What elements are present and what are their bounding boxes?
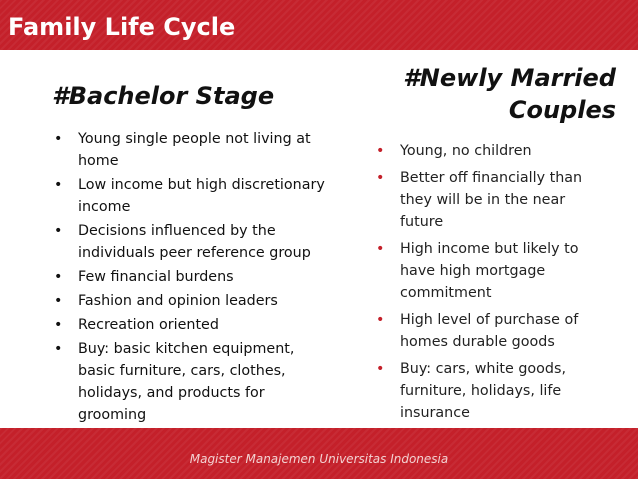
list-item: • Young single people not living at home [78,128,328,172]
list-item: • Low income but high discretionary income [78,174,328,218]
title-bar [0,0,638,50]
bullet-icon: • [54,341,63,357]
bullet-icon: • [376,312,385,328]
list-item: • High level of purchase of homes durable goods [400,309,610,353]
list-item: • Young, no children [400,140,610,162]
list-item: • Better off financially than they will be in the near future [400,167,610,233]
footer-text: Magister Manajemen Universitas Indonesia [189,452,449,466]
list-item: • Recreation oriented [78,314,328,336]
bullet-icon: • [376,143,385,159]
bullet-icon: • [54,293,63,309]
bachelor-stage-heading: #Bachelor Stage [52,82,275,110]
bullet-icon: • [54,317,63,333]
footer-bar [0,428,638,479]
bullet-icon: • [54,177,63,193]
newly-married-couples-heading: #Newly Married Couples [403,64,616,124]
bullet-icon: • [376,361,385,377]
bullet-icon: • [54,269,63,285]
list-item: • Decisions influenced by the individuals peer reference group [78,220,328,264]
newly-married-couples-list [376,140,610,429]
list-item: • High income but likely to have high mortgage commitment [400,238,610,304]
list-item: • Few financial burdens [78,266,328,288]
list-item: • Buy: cars, white goods, furniture, holidays, life insurance [400,358,610,424]
list-item: • Fashion and opinion leaders [78,290,328,312]
bullet-icon: • [376,241,385,257]
bachelor-stage-list [54,128,328,428]
bullet-icon: • [54,223,63,239]
slide-title: Family Life Cycle [8,13,236,41]
list-item: • Buy: basic kitchen equipment, basic furniture, cars, clothes, holidays, and products for grooming [78,338,328,426]
bullet-icon: • [54,131,63,147]
bullet-icon: • [376,170,385,186]
